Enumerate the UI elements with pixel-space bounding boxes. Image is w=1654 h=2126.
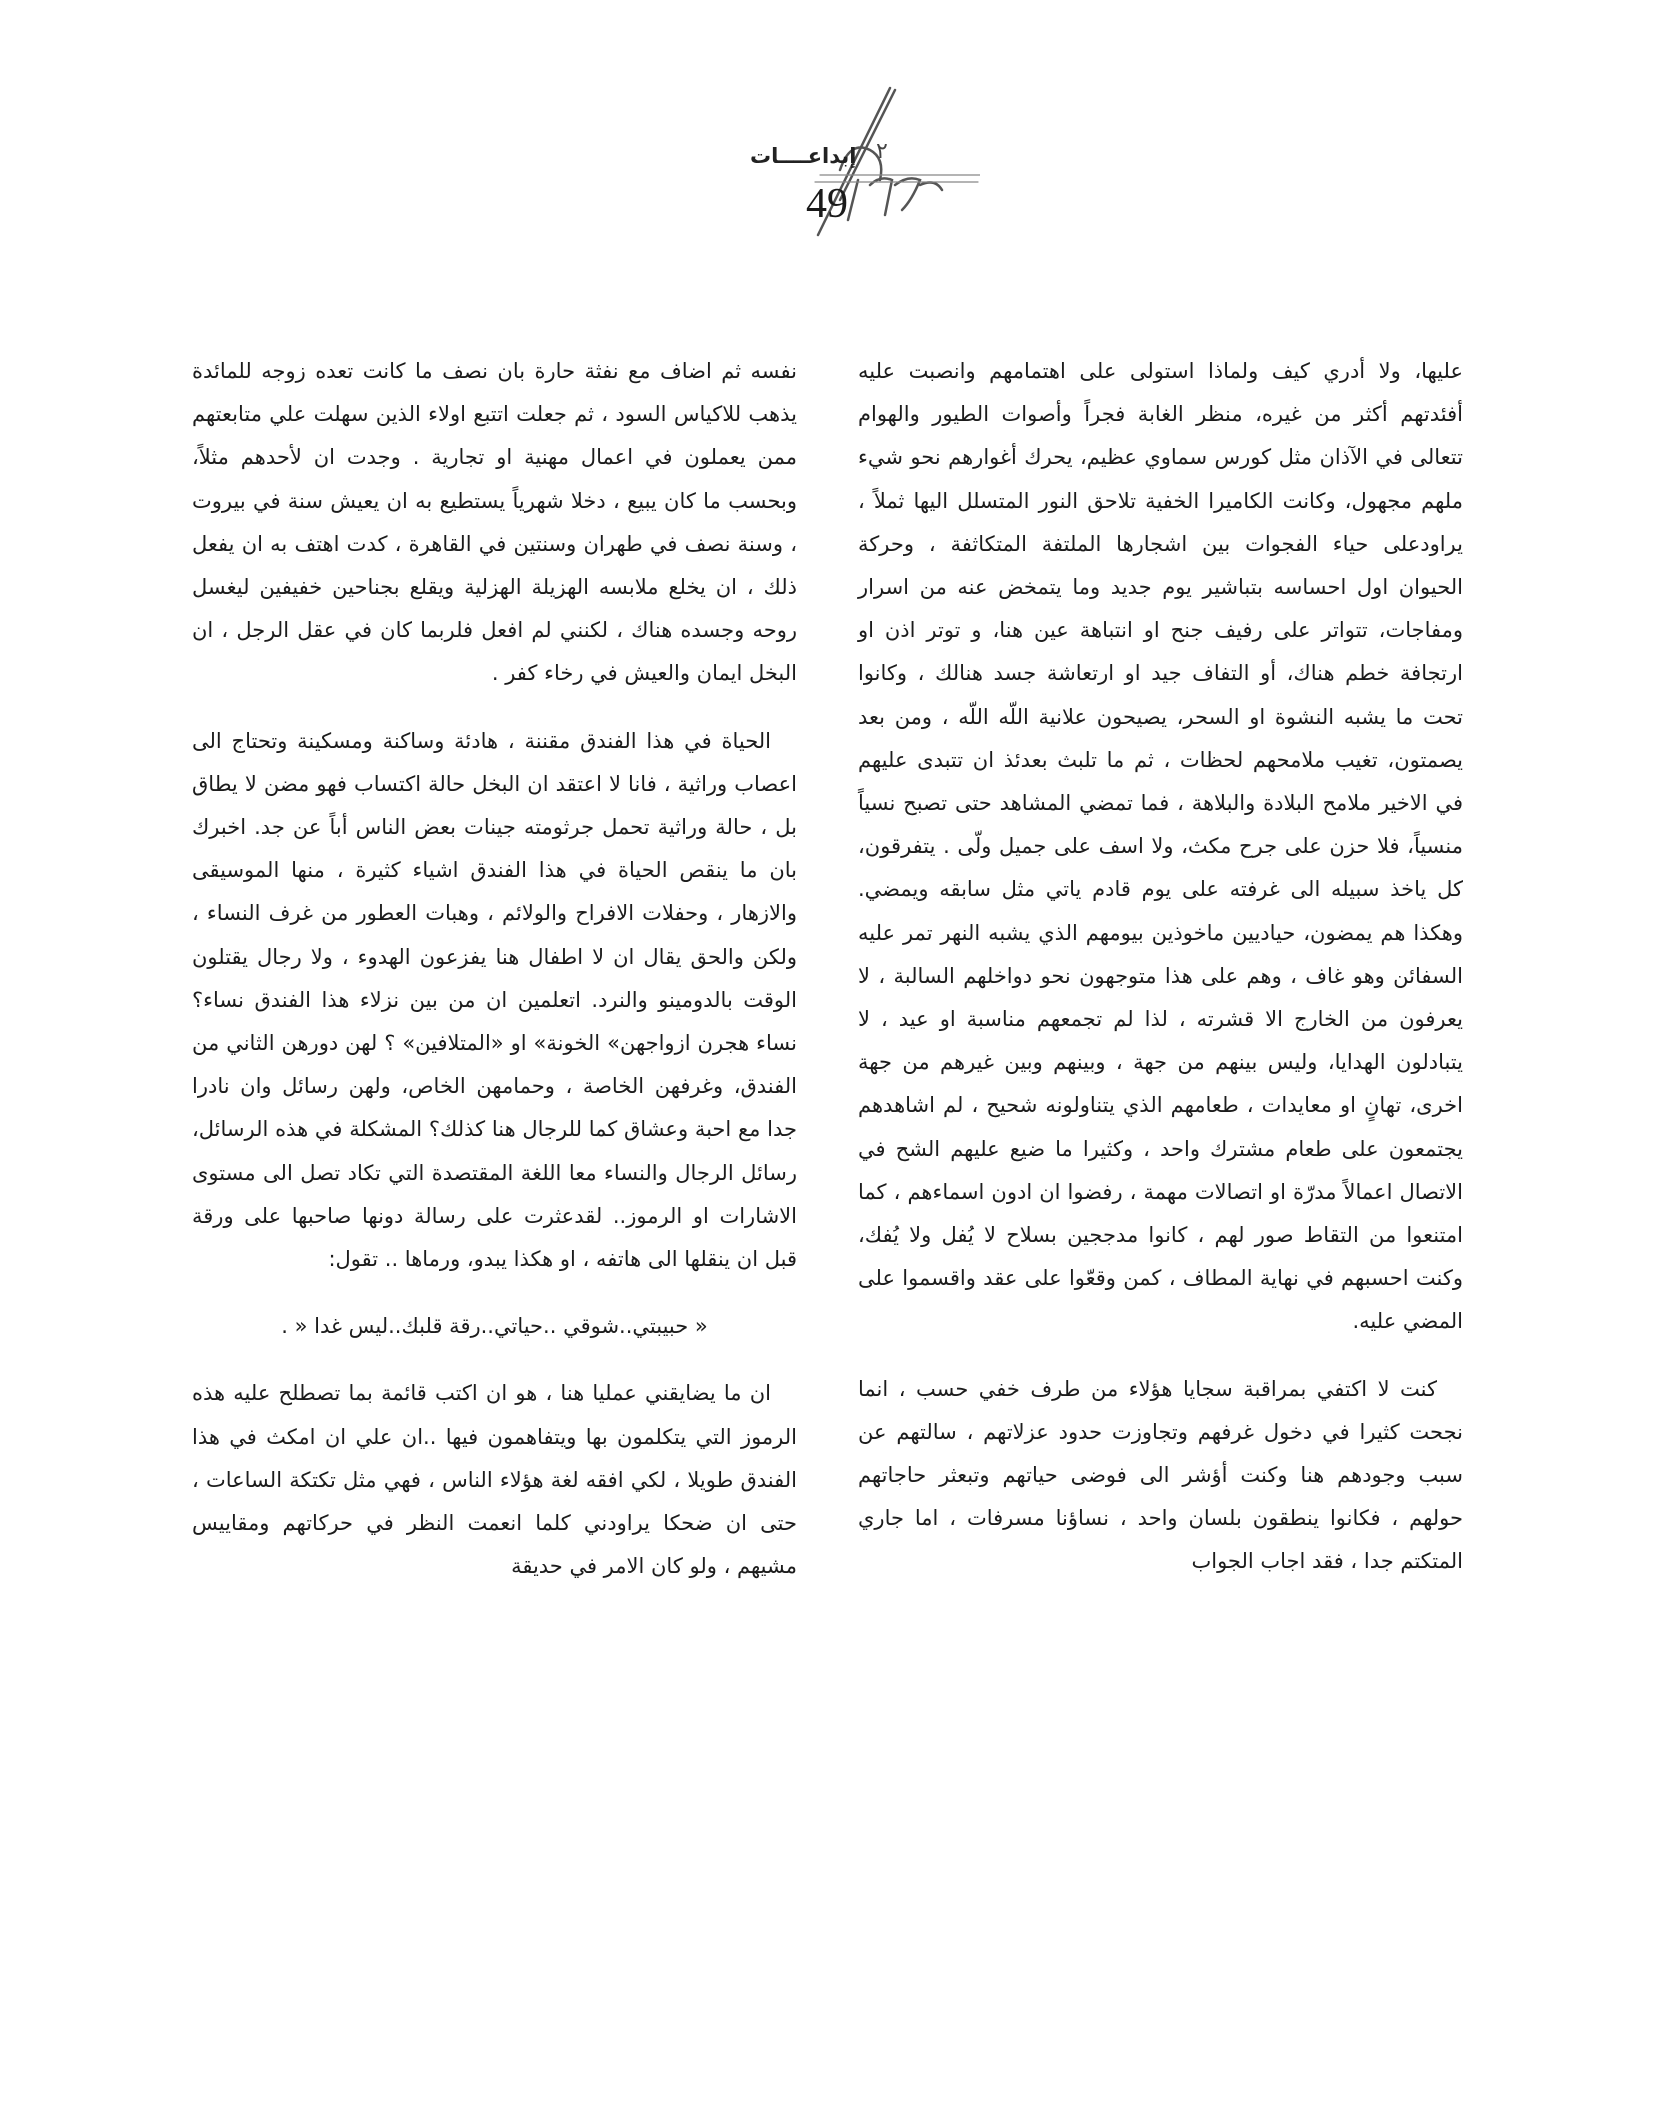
paragraph: عليها، ولا أدري كيف ولماذا استولى على اهتمامهم وانصبت عليه أفئدتهم أكثر من غيره، منظر الغابة فجراً وأصوات الطيور والهوام تتعالى في الآذان مثل كورس سماوي عظيم، يحرك أغوارهم نحو شيء ملهم مجهول، وكانت الكاميرا الخفية تلاحق النور المتسلل اليها ثملاً ، يراودعلى حياء الفجوات بين اشجارها الملتفة المتكاثفة ، وحركة الحيوان اول احساسه بتباشير يوم جديد وما يتمخض عنه من اسرار ومفاجات، تتواتر على رفيف جنح او انتباهة عين هنا، و توتر اذن او ارتجافة خطم هناك، أو التفاف جيد او ارتعاشة جسد هنالك ، وكانوا تحت ما يشبه النشوة او السحر، يصيحون علانية اللّه اللّه ، ومن بعد يصمتون، تغيب ملامحهم لحظات ، ثم ما تلبث بعدئذ ان تتبدى عليهم في الاخير ملامح البلادة والبلاهة ، فما تمضي المشاهد حتى تصبح نسياً منسياً، فلا حزن على جرح مكث، ولا اسف على جميل ولّى . يتفرقون، كل ياخذ سبيله الى غرفته على يوم قادم ياتي مثل سابقه ويمضي. وهكذا هم يمضون، حياديين ماخوذين بيومهم الذي يشبه النهر تمر عليه السفائن وهو غاف ، وهم على هذا متوجهون نحو دواخلهم السالبة ، لا يعرفون من الخارج الا قشرته ، لذا لم تجمعهم مناسبة او عيد ، لا يتبادلون الهدايا، وليس بينهم من جهة ، وبينهم وبين غيرهم من جهة اخرى، تهانٍ او معايدات ، طعامهم الذي يتناولونه شحيح ، لم اشاهدهم يجتمعون على طعام مشترك واحد ، وكثيرا ما ضيع عليهم الشح في الاتصال اعمالاً مدرّة او اتصالات مهمة ، رفضوا ان ادون اسماءهم ، كما امتنعوا من التقاط صور لهم ، كانوا مدججين بسلاح لا يُفل ولا يُفك، وكنت احسبهم في نهاية المطاف ، كمن وقعّوا على عقد واقسموا على المضي عليه. bbox=[858, 359, 1463, 1334]
quoted-message: « حبيبتي..شوقي ..حياتي..رقة قلبك..ليس غدا « . bbox=[281, 1314, 708, 1339]
paragraph: كنت لا اكتفي بمراقبة سجايا هؤلاء من طرف خفي حسب ، انما نجحت كثيرا في دخول غرفهم وتجاوزت حدود عزلاتهم ، سالتهم عن سبب وجودهم هنا وكنت أؤشر الى فوضى حياتهم وتبعثر حاجاتهم حولهم ، فكانوا ينطقون بلسان واحد ، نساؤنا مسرفات ، اما جاري المتكتم جدا ، فقد اجاب الجواب bbox=[858, 1376, 1463, 1574]
paragraph: ان ما يضايقني عمليا هنا ، هو ان اكتب قائمة بما تصطلح عليه هذه الرموز التي يتكلمون بها ويتفاهمون فيها ..ان علي ان امكث في هذا الفندق طويلا ، لكي افقه لغة هؤلاء الناس ، فهي مثل تكتكة الساعات ، حتى ان ضحكا يراودني كلما انعمت النظر في حركاتهم ومقاييس مشيهم ، ولو كان الامر في حديقة bbox=[192, 1381, 797, 1579]
paragraph: نفسه ثم اضاف مع نفثة حارة بان نصف ما كانت تعده زوجه للمائدة يذهب للاكياس السود ، ثم جعلت اتتبع اولاء الذين سهلت علي متابعتهم ممن يعملون في اعمال مهنية او تجارية . وجدت ان لأحدهم مثلاً، وبحسب ما كان يبيع ، دخلا شهرياً يستطيع به ان يعيش سنة في بيروت ، وسنة نصف في طهران وسنتين في القاهرة ، كدت اهتف به ان يفعل ذلك ، ان يخلع ملابسه الهزيلة الهزلية ويقلع بجناحين خفيفين ليغسل روحه وجسده هناك ، لكنني لم افعل فلربما كان في عقل الرجل ، ان البخل ايمان والعيش في رخاء كفر . bbox=[192, 359, 797, 686]
logo-mark-glyph: ٢ bbox=[876, 139, 888, 164]
text-column-left bbox=[192, 350, 797, 1588]
logo-stroke bbox=[920, 182, 942, 190]
logo-stroke bbox=[895, 178, 920, 210]
logo-stroke bbox=[870, 178, 892, 215]
page-number: 49 bbox=[806, 181, 848, 227]
section-label: إبداعــــات bbox=[750, 144, 857, 168]
page-header bbox=[680, 80, 980, 260]
paragraph: الحياة في هذا الفندق مقننة ، هادئة وساكنة ومسكينة وتحتاج الى اعصاب وراثية ، فانا لا اعتقد ان البخل حالة اكتساب فهو مضن لا يطاق بل ، حالة وراثية تحمل جرثومته جينات بعض الناس أباً عن جد. اخبرك بان ما ينقص الحياة في هذا الفندق اشياء كثيرة ، منها الموسيقى والازهار ، وحفلات الافراح والولائم ، وهبات العطور من غرف النساء ، ولكن والحق يقال ان لا اطفال هنا يفزعون الهدوء ، ولا رجال يقتلون الوقت بالدومينو والنرد. اتعلمين ان من بين نزلاء هذا الفندق نساء؟ نساء هجرن ازواجهن» الخونة» او «المتلافين» ؟ لهن دورهن الثاني من الفندق، وغرفهن الخاصة ، وحمامهن الخاص، ولهن رسائل وان نادرا جدا مع احبة وعشاق كما للرجال هنا كذلك؟ المشكلة في هذه الرسائل، رسائل الرجال والنساء معا اللغة المقتصدة التي تكاد تصل الى مستوى الاشارات او الرموز.. لقدعثرت على رسالة دونها صاحبها على ورقة قبل ان ينقلها الى هاتفه ، او هكذا يبدو، ورماها .. تقول: bbox=[192, 728, 797, 1272]
text-column-right bbox=[858, 350, 1463, 1584]
